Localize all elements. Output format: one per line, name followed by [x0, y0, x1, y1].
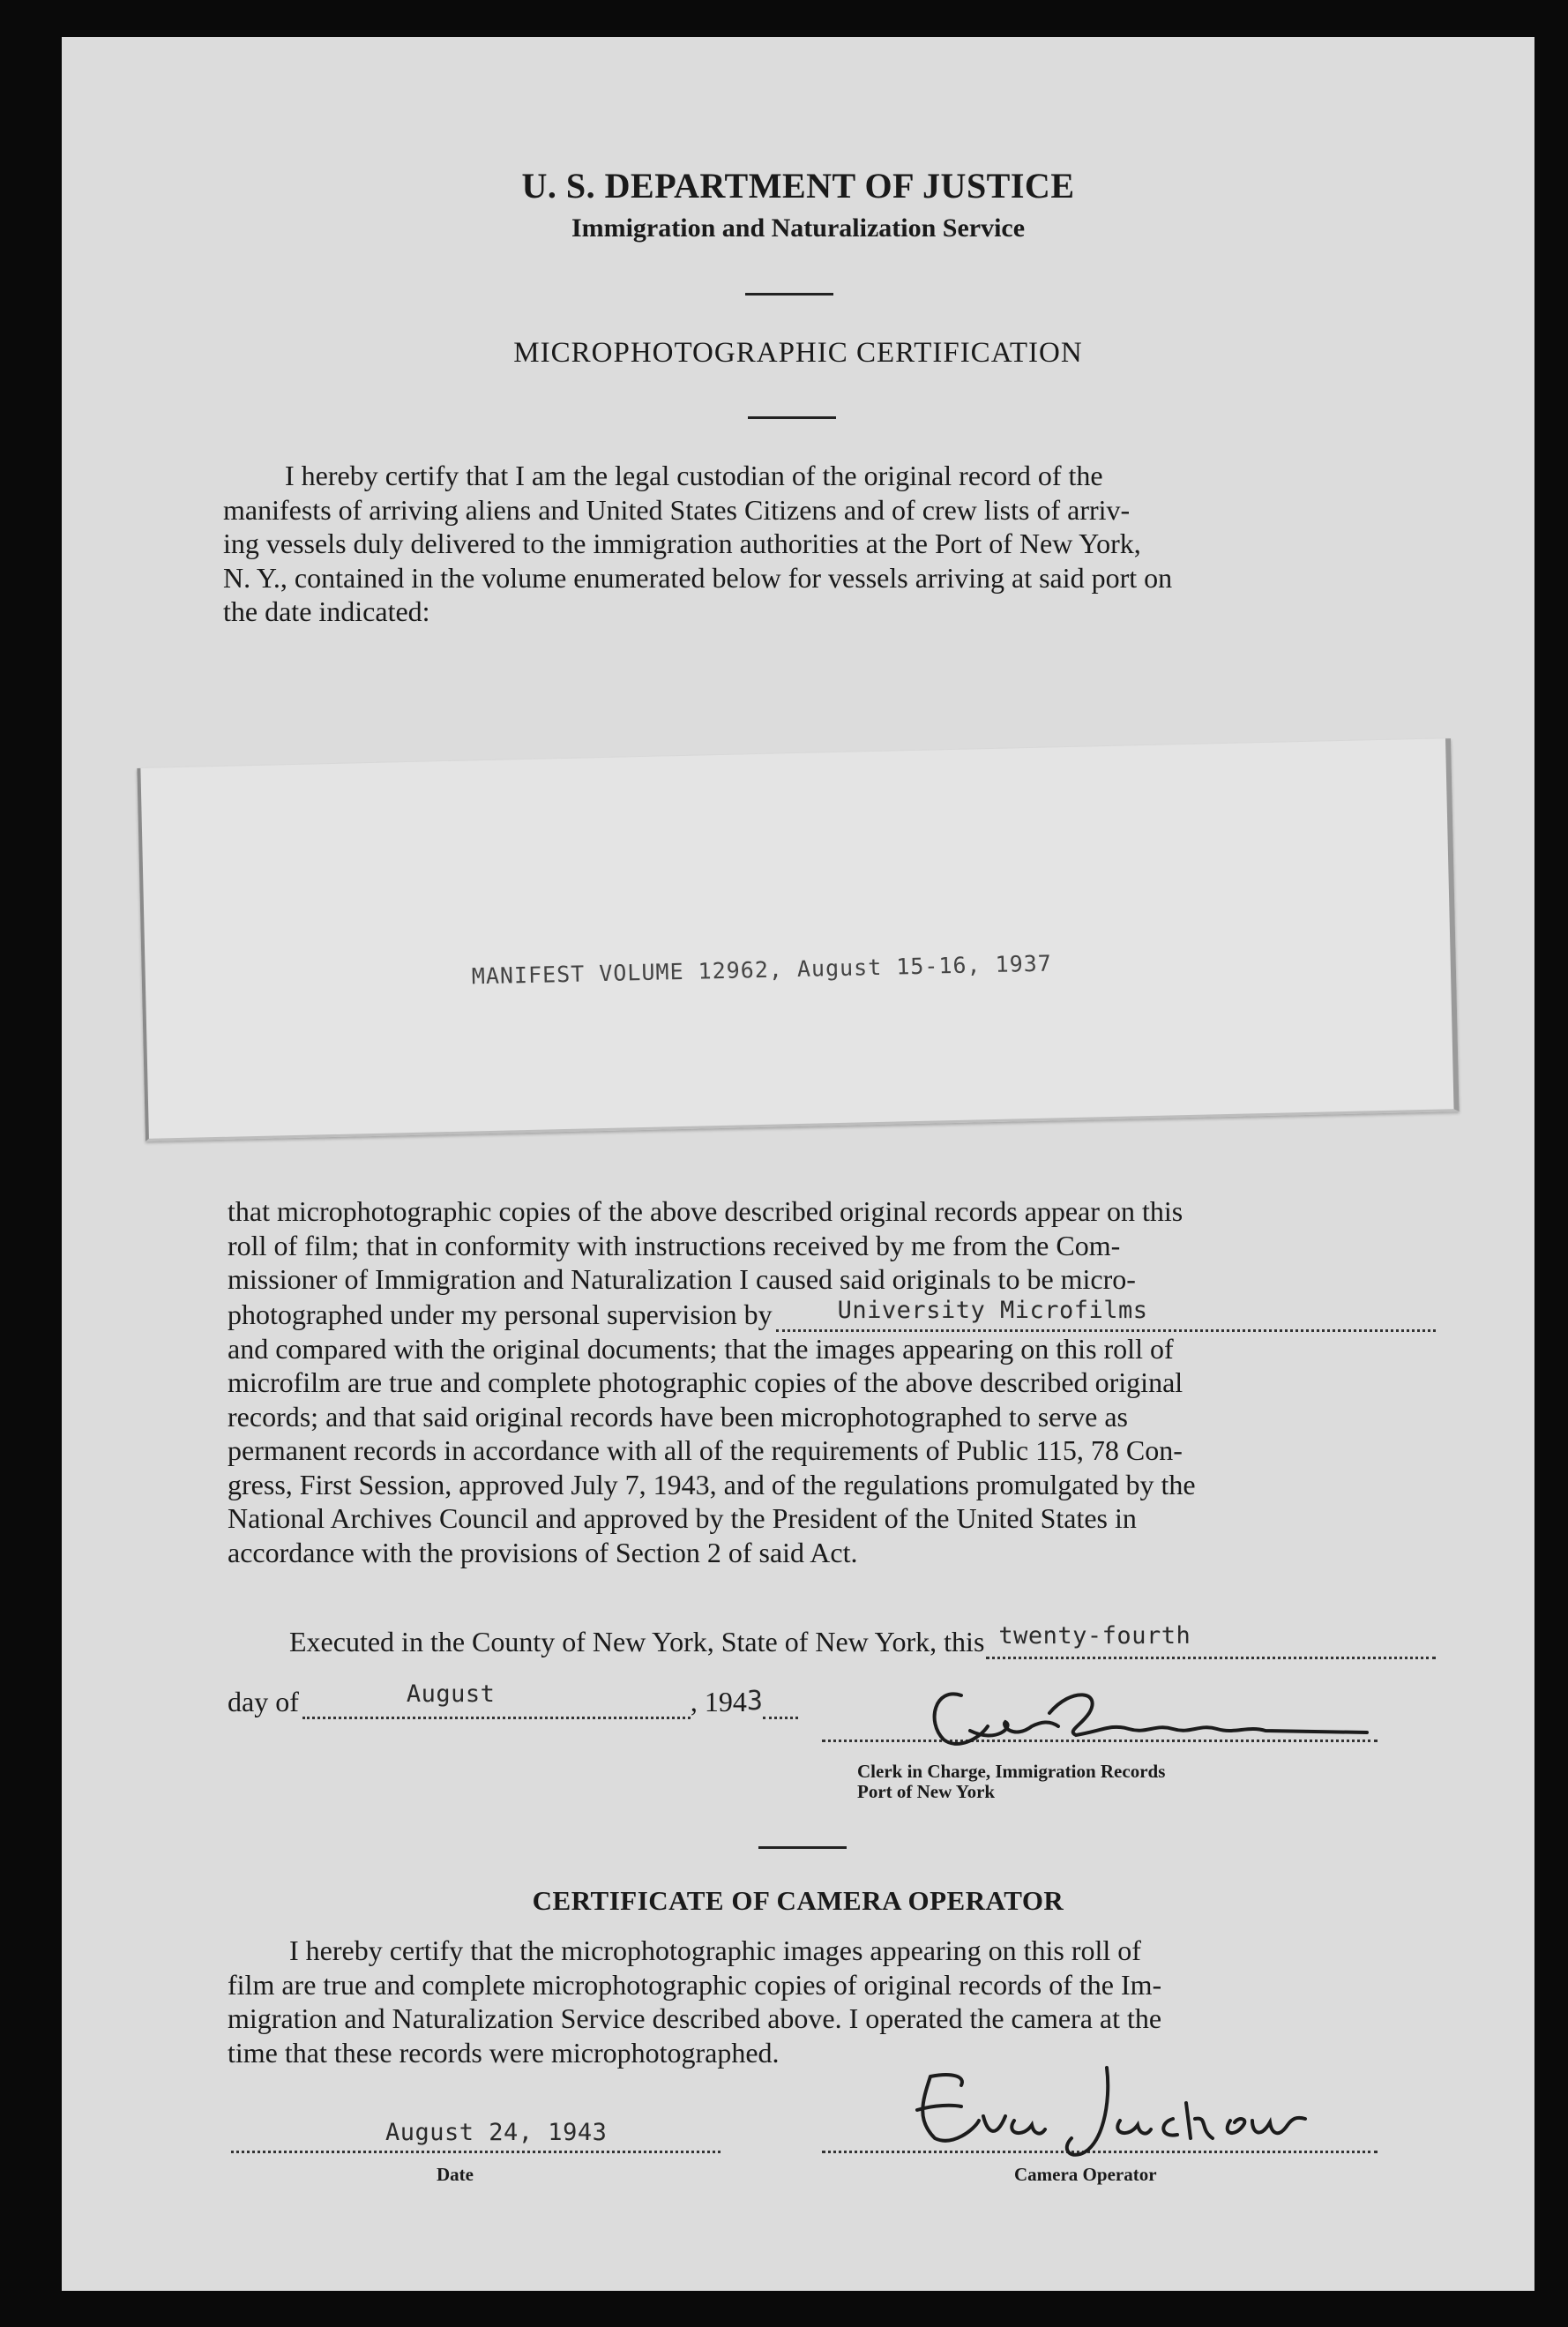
divider: [745, 293, 833, 296]
operator-signature: [882, 2050, 1340, 2165]
text-line: permanent records in accordance with all of the requirements of Public 115, 78 Con-: [228, 1434, 1183, 1466]
text-line: film are true and complete microphotographic copies of original records of the Im-: [228, 1968, 1162, 2001]
date-label: Date: [437, 2164, 474, 2185]
divider: [758, 1846, 847, 1849]
day-of-label: day of: [228, 1686, 299, 1717]
text-line: gress, First Session, approved July 7, 1943, and of the regulations promulgated by the: [228, 1468, 1196, 1500]
year-prefix: , 194: [690, 1686, 747, 1717]
photographer-field: [776, 1296, 1436, 1332]
text-line: N. Y., contained in the volume enumerated below for vessels arriving at said port on: [223, 561, 1173, 594]
manifest-card: [137, 738, 1459, 1141]
text-line: and compared with the original documents; that the images appearing on this roll of: [228, 1332, 1174, 1365]
text-line: [228, 1934, 1436, 1968]
photographer-name: University Microfilms: [837, 1296, 1148, 1324]
text-line: [228, 1297, 1436, 1332]
text-line: ing vessels duly delivered to the immigration authorities at the Port of New York,: [223, 528, 1141, 559]
text-line: accordance with the provisions of Section 2 of said Act.: [228, 1536, 858, 1568]
day-of-line: [228, 1680, 898, 1719]
text-line: microfilm are true and complete photographic copies of the above described original: [228, 1366, 1183, 1398]
clerk-title: [857, 1762, 1165, 1802]
text-line: missioner of Immigration and Naturalization I caused said originals to be micro-: [228, 1263, 1136, 1295]
text-line-content: I hereby certify that the microphotographic images appearing on this roll of: [289, 1934, 1141, 1966]
executed-day: twenty-fourth: [998, 1621, 1191, 1650]
document-page: [62, 37, 1534, 2291]
text-line: records; and that said original records have been microphotographed to serve as: [228, 1400, 1128, 1433]
text-line: National Archives Council and approved by the President of the United States in: [228, 1502, 1137, 1534]
date-value: August 24, 1943: [385, 2119, 608, 2146]
intro-paragraph: [223, 459, 1431, 629]
executed-text: Executed in the County of New York, State of New York, this: [289, 1626, 985, 1657]
text-line: manifests of arriving aliens and United States Citizens and of crew lists of arriv-: [223, 493, 1131, 526]
camera-certificate-paragraph: [228, 1934, 1436, 2069]
text-line: time that these records were microphotographed.: [228, 2036, 780, 2069]
date-field: [231, 2119, 721, 2153]
clerk-signature: [917, 1678, 1376, 1757]
operator-label: Camera Operator: [1014, 2164, 1157, 2185]
text-line-content: I hereby certify that I am the legal custodian of the original record of the: [285, 460, 1103, 491]
text-line-content: photographed under my personal supervision by: [228, 1298, 773, 1330]
month-value: August: [406, 1680, 496, 1708]
executed-day-field: [986, 1621, 1436, 1659]
certification-title: MICROPHOTOGRAPHIC CERTIFICATION: [513, 337, 1083, 369]
month-field: [302, 1680, 691, 1719]
text-line: [223, 459, 1431, 493]
text-line: migration and Naturalization Service described above. I operated the camera at the: [228, 2002, 1162, 2034]
agency-heading: U. S. DEPARTMENT OF JUSTICE: [521, 166, 1075, 206]
divider: [748, 416, 836, 419]
text-line: roll of film; that in conformity with instructions received by me from the Com-: [228, 1229, 1121, 1261]
body-paragraph: [228, 1194, 1436, 1569]
camera-certificate-title: CERTIFICATE OF CAMERA OPERATOR: [532, 1885, 1064, 1916]
service-heading: Immigration and Naturalization Service: [571, 213, 1026, 243]
manifest-volume: MANIFEST VOLUME 12962, August 15-16, 1937: [471, 950, 1053, 990]
clerk-title-line: Port of New York: [857, 1781, 996, 1802]
text-line: the date indicated:: [223, 595, 430, 627]
executed-line: [289, 1621, 1436, 1659]
year-tail-field: [763, 1692, 798, 1719]
text-line: that microphotographic copies of the above described original records appear on this: [228, 1195, 1183, 1227]
clerk-title-line: Clerk in Charge, Immigration Records: [857, 1761, 1166, 1782]
year-digit: 3: [746, 1686, 764, 1717]
